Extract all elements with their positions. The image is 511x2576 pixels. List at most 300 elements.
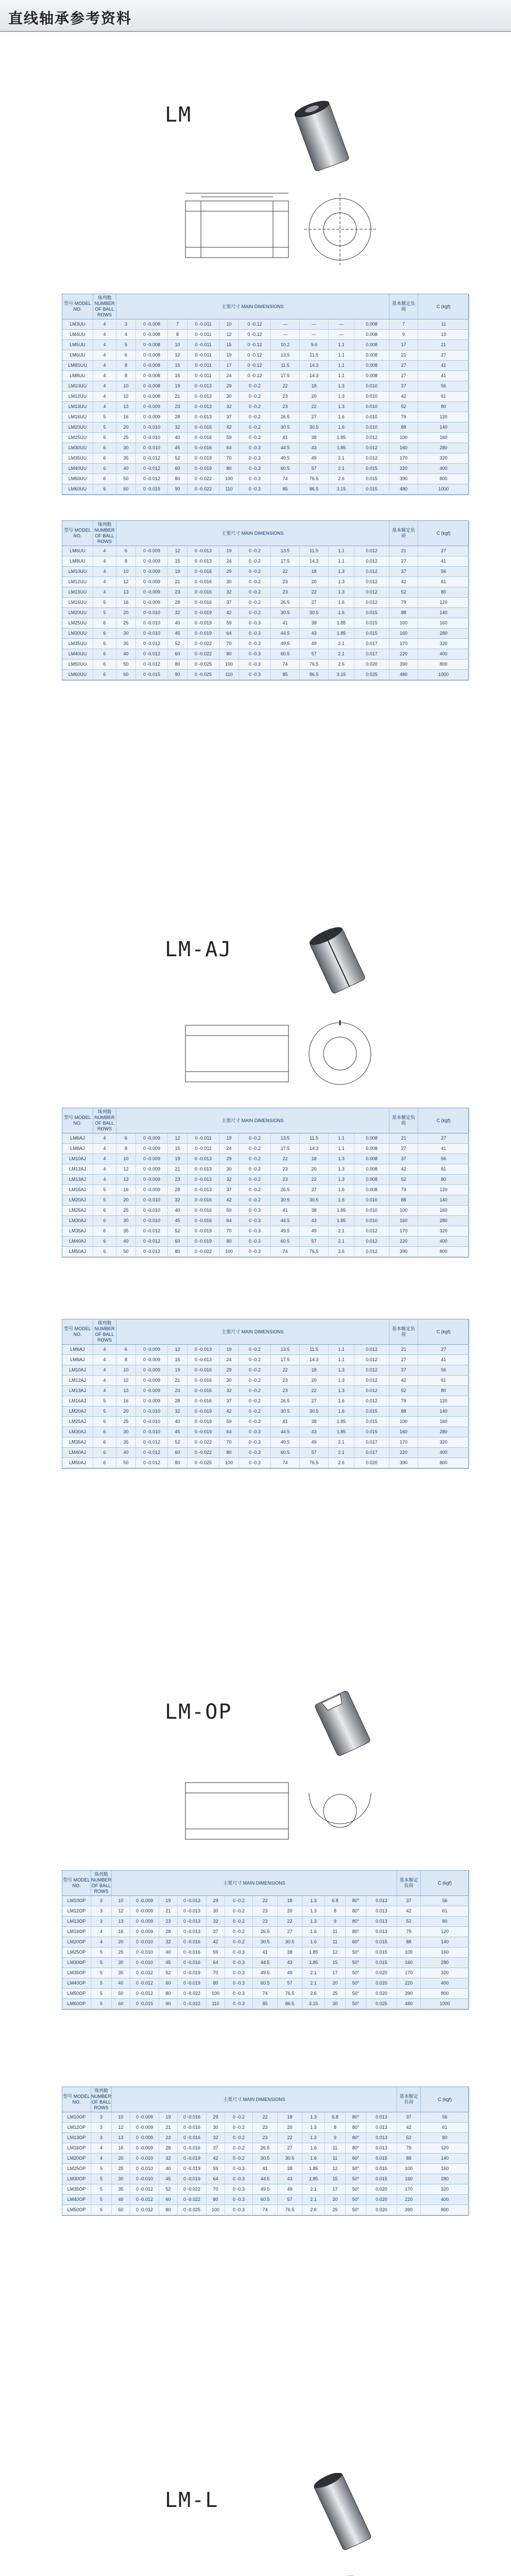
- table-cell: 0 -0.016: [188, 422, 219, 432]
- table-cell: 43: [300, 1216, 329, 1226]
- table-header: [62, 1319, 468, 1345]
- table-row: [62, 1947, 468, 1958]
- table-cell: 0 -0.2: [239, 587, 271, 597]
- table-cell: 4: [93, 567, 116, 577]
- table-cell: 1.3: [302, 2133, 325, 2143]
- table-cell: 41: [271, 618, 300, 628]
- table-cell: 41: [418, 1355, 469, 1365]
- table-cell: 0 -0.2: [225, 1906, 253, 1916]
- table-cell: 61: [418, 392, 469, 401]
- table-cell: 12: [219, 330, 239, 340]
- table-cell: 5: [91, 1999, 112, 2009]
- table-cell: 4: [93, 392, 116, 401]
- table-cell: 0 -0.022: [188, 474, 219, 484]
- table-cell: 0 -0.3: [239, 1216, 271, 1226]
- table-cell: 800: [421, 2205, 469, 2215]
- table-cell: 120: [418, 1185, 469, 1195]
- table-cell: 12: [116, 577, 136, 587]
- table-row: [62, 1133, 468, 1144]
- table-cell: 0 -0.010: [136, 629, 168, 638]
- table-cell: 60: [112, 1999, 130, 2009]
- table-cell: 22: [278, 2133, 302, 2143]
- table-row: [62, 618, 468, 629]
- section-title-lm-aj: LM-AJ: [165, 938, 232, 961]
- table-cell: 2.6: [329, 1247, 354, 1257]
- table-cell: 0.008: [354, 1144, 389, 1154]
- table-cell: 0 -0.3: [225, 1968, 253, 1978]
- table-cell: 170: [397, 1968, 421, 1978]
- table-cell: 12: [112, 1906, 130, 1916]
- table-row: [62, 1206, 468, 1216]
- table-cell: 5: [93, 1406, 116, 1416]
- table-row: [62, 464, 468, 474]
- table-cell: 0 -0.3: [239, 1427, 271, 1437]
- bearing-photo-lm-aj: [304, 922, 371, 999]
- table-cell: 19: [219, 1345, 239, 1354]
- table-cell: 24: [219, 556, 239, 566]
- table-header: [62, 1871, 468, 1896]
- table-cell: 0.012: [354, 443, 389, 453]
- table-cell: 57: [300, 464, 329, 473]
- table-cell: 2.1: [329, 1236, 354, 1246]
- table-cell: 49.5: [271, 453, 300, 463]
- table-cell: 1.1: [329, 361, 354, 370]
- table-cell: 50°: [346, 1947, 366, 1957]
- col-main-dims: 主要尺寸 MAIN DIMENSIONS: [116, 521, 389, 546]
- table-cell: 43: [300, 1427, 329, 1437]
- table-cell: LM35UU: [62, 639, 93, 649]
- table-cell: 22: [278, 1917, 302, 1926]
- table-cell: 41: [271, 1417, 300, 1427]
- table-row: [62, 453, 468, 464]
- table-cell: 16: [116, 1396, 136, 1406]
- table-cell: 10.2: [271, 340, 300, 350]
- table-cell: 30.5: [300, 422, 329, 432]
- table-cell: 37: [389, 1154, 418, 1164]
- table-cell: 56: [421, 1896, 469, 1906]
- table-cell: 0 -0.2: [225, 2143, 253, 2153]
- table-cell: 0.012: [354, 1236, 389, 1246]
- table-cell: LM50AJ: [62, 1458, 93, 1468]
- table-cell: 0 -0.009: [130, 2112, 159, 2122]
- table-cell: 5: [93, 608, 116, 618]
- table-cell: 22: [271, 381, 300, 391]
- table-cell: 0 -0.025: [188, 670, 219, 680]
- table-cell: 8: [116, 1144, 136, 1154]
- table-cell: 4: [91, 1927, 112, 1937]
- table-cell: 0 -0.016: [188, 587, 219, 597]
- table-cell: 23: [271, 1175, 300, 1184]
- table-cell: 21: [389, 1133, 418, 1143]
- table-cell: 23: [271, 577, 300, 587]
- table-cell: 35: [116, 1226, 136, 1236]
- table-cell: LM30AJ: [62, 1427, 93, 1437]
- table-cell: LM13UU: [62, 402, 93, 412]
- table-cell: 40: [168, 1206, 188, 1215]
- table-cell: 9.6: [300, 340, 329, 350]
- table-cell: 41: [271, 433, 300, 443]
- table-cell: 0 -0.010: [136, 1406, 168, 1416]
- table-cell: 160: [418, 618, 469, 628]
- table-row: [62, 1345, 468, 1355]
- table-cell: 13: [418, 330, 469, 340]
- table-cell: 0 -0.3: [239, 670, 271, 680]
- table-cell: 5: [91, 1968, 112, 1978]
- table-cell: 60.5: [253, 1978, 278, 1988]
- table-cell: 0.010: [354, 412, 389, 422]
- table-cell: 0 -0.012: [130, 2184, 159, 2194]
- table-cell: 35: [116, 639, 136, 649]
- table-cell: 0.013: [366, 1927, 397, 1937]
- table-cell: 13: [112, 1917, 130, 1926]
- table-cell: 110: [219, 670, 239, 680]
- table-cell: 1.3: [329, 1175, 354, 1184]
- table-cell: 0.012: [354, 567, 389, 577]
- table-cell: 0 -0.2: [239, 1376, 271, 1385]
- table-cell: 57: [300, 1448, 329, 1458]
- table-cell: 88: [397, 2154, 421, 2163]
- table-cell: 8: [116, 1355, 136, 1365]
- table-cell: 40: [116, 1448, 136, 1458]
- table-cell: 60: [159, 1978, 178, 1988]
- table-cell: 6: [93, 443, 116, 453]
- table-cell: 0 -0.3: [239, 484, 271, 494]
- table-cell: 30: [116, 443, 136, 453]
- table-cell: 70: [219, 1226, 239, 1236]
- table-cell: 57: [278, 2195, 302, 2205]
- table-cell: 23: [159, 1917, 178, 1926]
- table-cell: 0 -0.016: [178, 1958, 207, 1968]
- table-cell: 80: [207, 1978, 225, 1988]
- table-cell: 24: [219, 371, 239, 381]
- table-cell: 13: [112, 2133, 130, 2143]
- table-cell: 0 -0.010: [136, 608, 168, 618]
- table-cell: 22: [271, 1365, 300, 1375]
- table-cell: 0.012: [354, 1345, 389, 1354]
- table-cell: 4: [91, 2154, 112, 2163]
- table-cell: 27: [300, 598, 329, 607]
- table-cell: 0.015: [354, 608, 389, 618]
- table-cell: 56: [418, 1365, 469, 1375]
- table-row: [62, 1144, 468, 1154]
- table-row: [62, 1978, 468, 1989]
- table-cell: 0 -0.12: [239, 330, 271, 340]
- table-cell: 0.015: [366, 2154, 397, 2163]
- table-cell: 37: [207, 1927, 225, 1937]
- table-cell: 4: [93, 1164, 116, 1174]
- table-cell: 22: [300, 587, 329, 597]
- table-cell: 280: [421, 2174, 469, 2184]
- table-cell: LM13AJ: [62, 1386, 93, 1396]
- table-cell: 0 -0.3: [239, 1236, 271, 1246]
- table-cell: 0 -0.3: [225, 2205, 253, 2215]
- table-cell: 0 -0.12: [239, 361, 271, 370]
- table-cell: 0 -0.2: [225, 2123, 253, 2132]
- table-cell: 2.1: [329, 464, 354, 473]
- table-cell: 9: [325, 1917, 346, 1926]
- table-cell: 0 -0.010: [136, 618, 168, 628]
- table-cell: 6: [116, 1345, 136, 1354]
- table-cell: 3: [91, 2112, 112, 2122]
- table-cell: 5: [93, 412, 116, 422]
- table-cell: 0.012: [354, 1247, 389, 1257]
- table-cell: 5: [91, 2195, 112, 2205]
- table-row: [62, 2123, 468, 2133]
- table-cell: 0 -0.3: [239, 639, 271, 649]
- table-cell: 42: [397, 2123, 421, 2132]
- table-cell: 13.5: [271, 546, 300, 556]
- table-cell: 6: [93, 1427, 116, 1437]
- table-row: [62, 639, 468, 649]
- table-cell: 390: [397, 1989, 421, 1998]
- col-load: 基本额定负荷: [389, 1319, 418, 1344]
- table-cell: 0 -0.3: [225, 1978, 253, 1988]
- table-body: [62, 2112, 468, 2215]
- table-cell: 64: [219, 1216, 239, 1226]
- table-cell: 21: [389, 350, 418, 360]
- table-cell: 23: [271, 392, 300, 401]
- table-cell: 88: [389, 608, 418, 618]
- table-cell: LM40UU: [62, 464, 93, 473]
- table-cell: 49.5: [271, 639, 300, 649]
- table-cell: 42: [389, 1164, 418, 1174]
- table-cell: 5: [91, 2164, 112, 2174]
- table-cell: 44.5: [271, 1216, 300, 1226]
- table-cell: 42: [219, 422, 239, 432]
- table-cell: 30.5: [271, 1195, 300, 1205]
- table-cell: 45: [168, 629, 188, 638]
- table-header: [62, 1108, 468, 1133]
- table-cell: 1.85: [302, 1958, 325, 1968]
- table-cell: 19: [159, 1896, 178, 1906]
- table-row: [62, 1417, 468, 1427]
- table-cell: 0 -0.2: [239, 546, 271, 556]
- table-header: [62, 294, 468, 319]
- section-title-lm: LM: [165, 103, 192, 127]
- table-cell: 13.5: [271, 1345, 300, 1354]
- table-cell: 52: [389, 1386, 418, 1396]
- table-cell: 0 -0.2: [239, 1195, 271, 1205]
- table-cell: 0 -0.009: [136, 1376, 168, 1385]
- table-cell: 0.008: [354, 330, 389, 340]
- table-cell: 0 -0.008: [136, 330, 168, 340]
- table-cell: 17: [389, 340, 418, 350]
- table-cell: 1.1: [329, 1345, 354, 1354]
- table-cell: 23: [168, 1175, 188, 1184]
- table-cell: 0 -0.022: [188, 639, 219, 649]
- table-cell: 37: [219, 412, 239, 422]
- table-row: [62, 2174, 468, 2184]
- table-cell: 40: [112, 2195, 130, 2205]
- table-cell: 80: [421, 1917, 469, 1926]
- table-cell: 70: [219, 639, 239, 649]
- table-cell: 0 -0.012: [130, 1968, 159, 1978]
- table-cell: 49: [300, 1437, 329, 1447]
- table-cell: 3: [91, 2123, 112, 2132]
- table-cell: 0 -0.025: [178, 2205, 207, 2215]
- table-cell: 0.017: [354, 649, 389, 659]
- table-cell: 0 -0.019: [188, 1406, 219, 1416]
- table-cell: LM50UU: [62, 474, 93, 484]
- table-cell: 9: [389, 330, 418, 340]
- table-cell: 0 -0.016: [178, 1947, 207, 1957]
- table-cell: 80: [219, 1448, 239, 1458]
- table-cell: 170: [389, 1437, 418, 1447]
- table-cell: 13: [116, 1175, 136, 1184]
- table-cell: 27: [389, 556, 418, 566]
- table-cell: 6: [93, 453, 116, 463]
- col-model: 型号 MODEL NO.: [62, 294, 93, 319]
- table-cell: 400: [418, 1236, 469, 1246]
- table-cell: 4: [93, 381, 116, 391]
- table-cell: 30.5: [271, 422, 300, 432]
- table-cell: 0.012: [354, 1376, 389, 1385]
- spec-table-lm-op: [62, 1870, 469, 2010]
- table-cell: 100: [207, 1989, 225, 1998]
- table-cell: 3.15: [302, 1999, 325, 2009]
- table-row: [62, 1999, 468, 2009]
- table-cell: LM25AJ: [62, 1206, 93, 1215]
- table-cell: 25: [116, 433, 136, 443]
- table-cell: 22: [300, 1175, 329, 1184]
- table-row: [62, 422, 468, 433]
- table-cell: 2.1: [329, 639, 354, 649]
- table-cell: 0.010: [354, 381, 389, 391]
- table-cell: 79: [389, 1185, 418, 1195]
- table-cell: 0 -0.016: [188, 1365, 219, 1375]
- table-cell: 27: [418, 1133, 469, 1143]
- table-cell: 100: [219, 659, 239, 669]
- table-cell: 0 -0.2: [239, 422, 271, 432]
- table-cell: 0.010: [354, 422, 389, 432]
- table-cell: 41: [418, 371, 469, 381]
- table-cell: 0 -0.013: [178, 1906, 207, 1916]
- col-main-dims: 主要尺寸 MAIN DIMENSIONS: [116, 1108, 389, 1133]
- table-cell: 0 -0.011: [188, 340, 219, 350]
- table-cell: 0 -0.019: [188, 629, 219, 638]
- table-cell: LM40AJ: [62, 1236, 93, 1246]
- table-cell: 4: [93, 340, 116, 350]
- table-cell: LM6AJ: [62, 1345, 93, 1354]
- table-cell: 18: [278, 2112, 302, 2122]
- col-balls: 珠列数 NUMBER OF BALL ROWS: [93, 1108, 116, 1133]
- table-cell: 0.013: [366, 1896, 397, 1906]
- table-cell: 11: [325, 1937, 346, 1947]
- table-cell: 25: [325, 1989, 346, 1998]
- table-cell: 480: [389, 484, 418, 494]
- table-cell: 27: [300, 412, 329, 422]
- bearing-drawing-lm-aj: [170, 1010, 386, 1100]
- table-cell: 9: [325, 2133, 346, 2143]
- table-cell: 170: [397, 2184, 421, 2194]
- table-cell: 60: [168, 649, 188, 659]
- table-cell: 60.5: [271, 1236, 300, 1246]
- table-cell: 0 -0.3: [239, 1226, 271, 1236]
- table-cell: 14.3: [300, 1355, 329, 1365]
- table-cell: 29: [219, 381, 239, 391]
- table-cell: 41: [418, 361, 469, 370]
- table-cell: 42: [207, 1937, 225, 1947]
- table-cell: 6: [116, 546, 136, 556]
- table-cell: 22: [253, 1896, 278, 1906]
- table-cell: 0 -0.019: [188, 1427, 219, 1437]
- table-cell: 120: [418, 598, 469, 607]
- table-cell: —: [300, 319, 329, 329]
- table-cell: 0 -0.013: [188, 381, 219, 391]
- table-cell: 30.5: [278, 2154, 302, 2163]
- table-cell: LM60OP: [62, 1999, 91, 2009]
- table-cell: LM16AJ: [62, 1396, 93, 1406]
- table-cell: 6: [116, 1133, 136, 1143]
- table-cell: 0 -0.3: [225, 1989, 253, 1998]
- table-cell: 0 -0.019: [188, 1417, 219, 1427]
- table-cell: 1.3: [329, 1386, 354, 1396]
- table-cell: 61: [421, 1906, 469, 1916]
- table-row: [62, 1247, 468, 1257]
- table-cell: 160: [418, 1206, 469, 1215]
- table-cell: 0 -0.013: [178, 1917, 207, 1926]
- table-cell: 5: [91, 2174, 112, 2184]
- table-cell: 30: [116, 1427, 136, 1437]
- table-cell: 4: [93, 1365, 116, 1375]
- table-cell: 0 -0.009: [136, 1345, 168, 1354]
- table-cell: 90: [159, 1999, 178, 2009]
- table-cell: 60: [168, 1236, 188, 1246]
- table-cell: 80: [159, 2205, 178, 2215]
- table-row: [62, 1376, 468, 1386]
- table-cell: 41: [253, 1947, 278, 1957]
- table-cell: 0 -0.011: [188, 350, 219, 360]
- table-cell: 41: [253, 2164, 278, 2174]
- table-cell: 30: [219, 1164, 239, 1174]
- table-cell: 2.1: [302, 1968, 325, 1978]
- table-cell: 1.3: [329, 1376, 354, 1385]
- table-cell: 40: [168, 433, 188, 443]
- table-cell: 20: [278, 1906, 302, 1916]
- table-cell: 17.5: [271, 371, 300, 381]
- table-cell: 0.008: [354, 340, 389, 350]
- table-cell: 170: [389, 453, 418, 463]
- table-cell: 80: [418, 1175, 469, 1184]
- table-cell: 23: [271, 402, 300, 412]
- table-cell: 0 -0.2: [239, 567, 271, 577]
- table-cell: 0 -0.2: [239, 1164, 271, 1174]
- table-cell: —: [329, 319, 354, 329]
- col-model: 型号 MODEL NO.: [62, 1108, 93, 1133]
- table-cell: 19: [168, 1365, 188, 1375]
- table-cell: 0 -0.012: [130, 2205, 159, 2215]
- table-cell: 64: [207, 2174, 225, 2184]
- table-cell: 7: [389, 319, 418, 329]
- bearing-photo-lm-op: [309, 1685, 376, 1762]
- table-cell: 0 -0.2: [239, 598, 271, 607]
- table-cell: 37: [397, 1896, 421, 1906]
- table-cell: 0.008: [354, 1164, 389, 1174]
- table-cell: 18: [300, 1154, 329, 1164]
- table-cell: 20: [116, 1406, 136, 1416]
- table-cell: 10: [116, 1365, 136, 1375]
- table-cell: LM8SUU: [62, 361, 93, 370]
- table-cell: 100: [219, 1247, 239, 1257]
- table-cell: 100: [389, 1417, 418, 1427]
- table-cell: 17.5: [271, 1355, 300, 1365]
- table-cell: 38: [278, 2164, 302, 2174]
- table-cell: 0 -0.016: [188, 567, 219, 577]
- table-cell: 0.013: [366, 2112, 397, 2122]
- table-cell: LM8UU: [62, 371, 93, 381]
- table-cell: 8: [116, 371, 136, 381]
- table-cell: 64: [219, 629, 239, 638]
